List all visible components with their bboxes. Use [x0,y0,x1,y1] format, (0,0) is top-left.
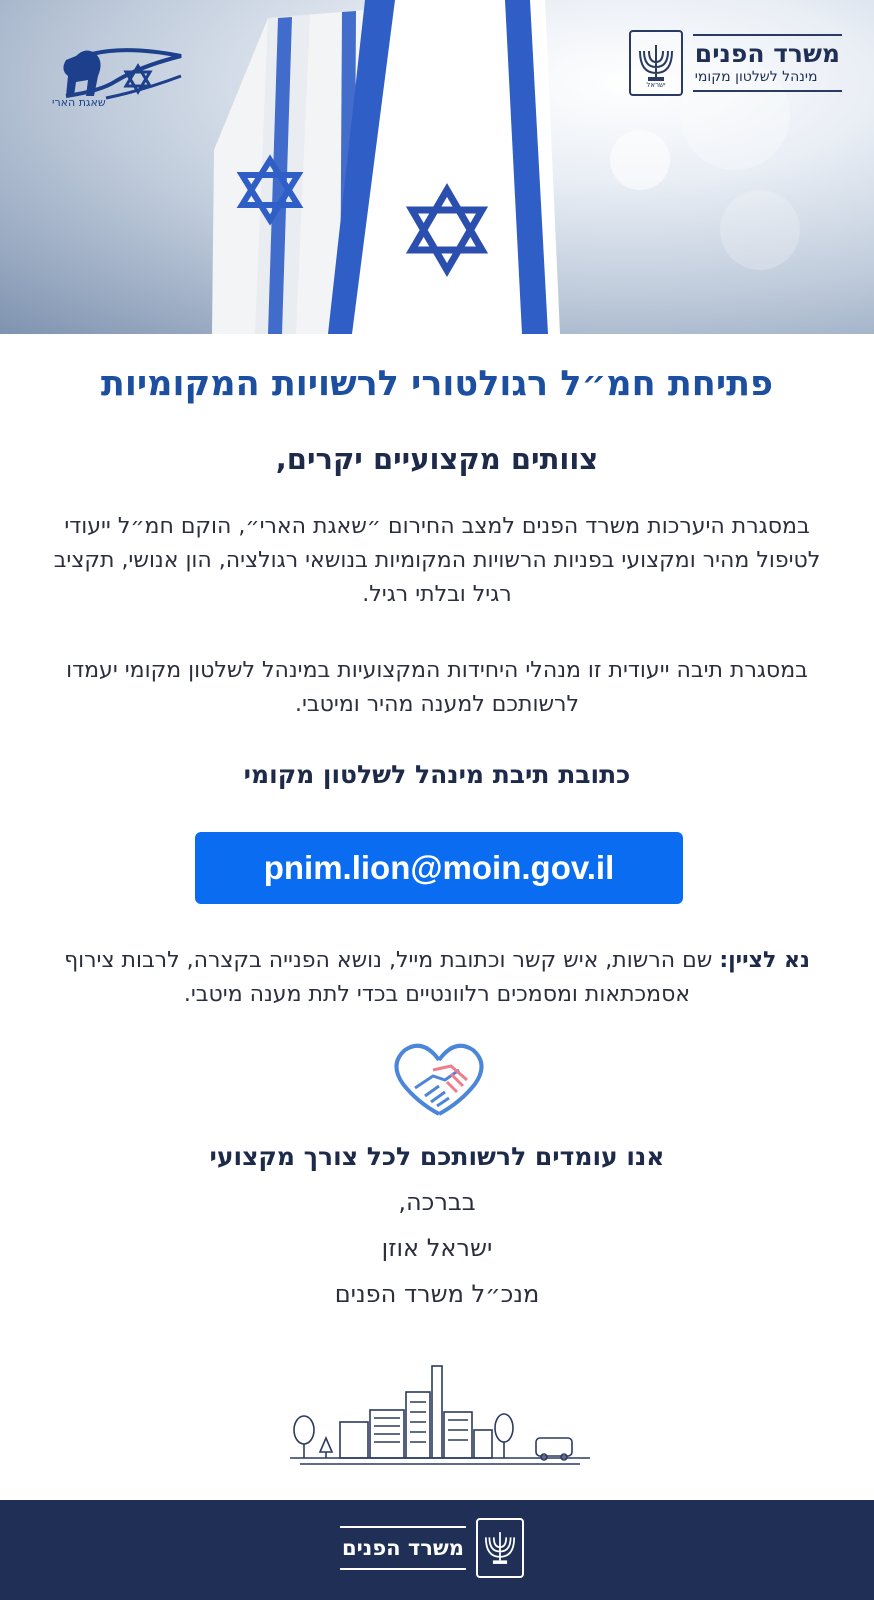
menorah-emblem-icon [476,1518,524,1578]
handshake-heart-icon [393,1040,485,1118]
footer-ministry-name: משרד הפנים [340,1526,466,1570]
signer-title: מנכ״ל משרד הפנים [334,1280,540,1308]
hero-banner [0,0,874,334]
menorah-emblem-icon [629,30,683,96]
paragraph-details: במסגרת תיבה ייעודית זו מנהלי היחידות המקצועיות במינהל לשלטון מקומי יעמדו לרשותכם למענה מהיר ומיטבי. [66,658,808,717]
footer [0,1500,874,1600]
note-text: שם הרשות, איש קשר וכתובת מייל, נושא הפנייה בקצרה, לרבות צירוף אסמכתאות ומסמכים רלוונטיים בכדי לתת מענה מיטבי. [64,948,720,1007]
note-paragraph [40,944,834,1012]
email-button[interactable]: pnim.lion@moin.gov.il [195,832,683,904]
ministry-logo-text [693,34,842,92]
ministry-sub: מינהל לשלטון מקומי [694,69,818,85]
campaign-caption: שאגת הארי [52,96,106,109]
sign-off: בברכה, [398,1188,476,1216]
paragraph-intro: במסגרת היערכות משרד הפנים למצב החירום ״שאגת הארי״, הוקם חמ״ל ייעודי לטיפול מהיר ומקצועי בפניות הרשויות המקומיות בנושאי רגולציה, הון אנושי, תקציב רגיל ובלתי רגיל. [53,514,821,607]
greeting: צוותים מקצועיים יקרים, [275,442,599,476]
footer-logo [340,1518,524,1578]
ministry-name: משרד הפנים [694,39,840,68]
note-label: נא לציין: [719,948,810,973]
closing-line: אנו עומדים לרשותכם לכל צורך מקצועי [209,1142,665,1171]
ministry-logo [629,30,842,96]
svg-text:ישראל: ישראל [646,81,666,89]
page-title: פתיחת חמ״ל רגולטורי לרשויות המקומיות [100,364,774,404]
city-skyline-icon [290,1362,590,1466]
signer-name: ישראל אוזן [381,1234,493,1262]
address-title: כתובת תיבת מינהל לשלטון מקומי [243,760,631,789]
